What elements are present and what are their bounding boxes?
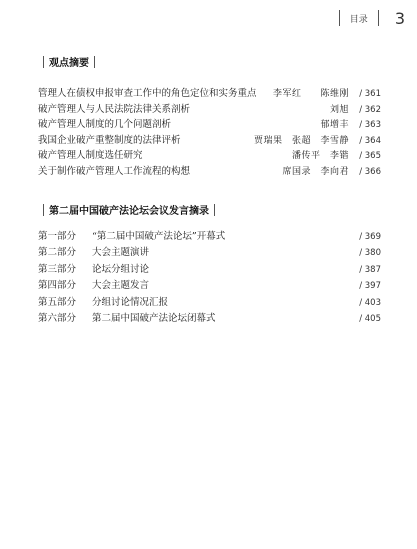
toc-entry-title: “第二届中国破产法论坛”开幕式	[92, 231, 226, 242]
toc-entry-title: 大会主题演讲	[92, 247, 150, 259]
toc-entry-title: 论坛分组讨论	[92, 263, 150, 275]
toc-entry[interactable]	[38, 148, 381, 164]
toc-entry-page: / 387	[359, 264, 381, 275]
toc-entry-title: 关于制作破产管理人工作流程的构想	[38, 165, 191, 177]
toc-entry-title: 破产管理人与人民法院法律关系剖析	[38, 103, 191, 115]
toc-entry-title: 我国企业破产重整制度的法律评析	[38, 134, 181, 146]
toc-entry-page: / 369	[359, 232, 381, 242]
toc-entry-authors: 潘传平 李锴	[291, 151, 349, 162]
header-divider	[339, 10, 340, 26]
toc-entry-title: 破产管理人制度的几个问题剖析	[38, 119, 172, 131]
toc-entry-title: 大会主题发言	[92, 280, 150, 292]
toc-entry[interactable]	[38, 311, 381, 327]
toc-entry-part: 第三部分	[38, 263, 77, 275]
toc-entry-title: 破产管理人制度选任研究	[38, 150, 143, 162]
toc-entry[interactable]	[38, 245, 381, 261]
toc-entry[interactable]	[38, 86, 381, 102]
heading-bracket-left	[43, 204, 44, 216]
toc-entry-page: / 365	[359, 151, 381, 162]
heading-bracket-right	[94, 56, 95, 68]
toc-entry-title: 管理人在债权申报审查工作中的角色定位和实务重点	[38, 88, 257, 99]
toc-entry[interactable]	[38, 133, 381, 149]
toc-entry-page: / 397	[359, 281, 381, 292]
toc-entry-title: 分组讨论情况汇报	[92, 296, 169, 308]
page-number: 3	[394, 8, 405, 28]
toc-entry-page: / 362	[359, 104, 381, 115]
toc-entry[interactable]	[38, 117, 381, 133]
toc-entry-page: / 405	[359, 313, 381, 324]
toc-entry-authors: 贾瑞果 张超 李雪静	[253, 135, 349, 146]
toc-entry[interactable]	[38, 262, 381, 278]
toc-list-viewpoints	[38, 86, 381, 180]
toc-entry-authors: 席国录 李向君	[282, 166, 349, 177]
toc-entry[interactable]	[38, 229, 381, 245]
toc-entry-page: / 363	[359, 120, 381, 131]
toc-entry[interactable]	[38, 278, 381, 294]
header-section-label: 目录	[349, 14, 368, 25]
toc-entry-page: / 361	[359, 89, 381, 99]
toc-entry-part: 第四部分	[38, 280, 77, 292]
toc-entry-part: 第五部分	[38, 296, 77, 308]
heading-bracket-left	[43, 56, 44, 68]
toc-entry-authors: 李军红 陈维刚	[272, 89, 349, 99]
section-heading-viewpoints	[38, 54, 100, 69]
toc-entry-page: / 364	[359, 135, 381, 146]
heading-bracket-right	[214, 204, 215, 216]
toc-entry[interactable]	[38, 295, 381, 311]
toc-entry-page: / 366	[359, 166, 381, 177]
toc-entry-part: 第二部分	[38, 247, 77, 259]
toc-entry[interactable]	[38, 164, 381, 180]
toc-entry-authors: 刘旭	[329, 104, 349, 115]
section-heading-forum	[38, 202, 220, 217]
section-heading-text: 第二届中国破产法论坛会议发言摘录	[49, 206, 209, 217]
toc-entry-title: 第二届中国破产法论坛闭幕式	[92, 312, 216, 324]
toc-entry[interactable]	[38, 102, 381, 118]
header-divider	[378, 10, 379, 26]
toc-entry-authors: 郁增丰	[320, 120, 349, 131]
toc-list-forum	[38, 229, 381, 327]
section-heading-text: 观点摘要	[49, 58, 89, 69]
toc-entry-page: / 380	[359, 248, 381, 259]
toc-entry-part: 第一部分	[38, 231, 77, 242]
running-header	[329, 8, 405, 28]
toc-entry-page: / 403	[359, 297, 381, 308]
toc-entry-part: 第六部分	[38, 312, 77, 324]
